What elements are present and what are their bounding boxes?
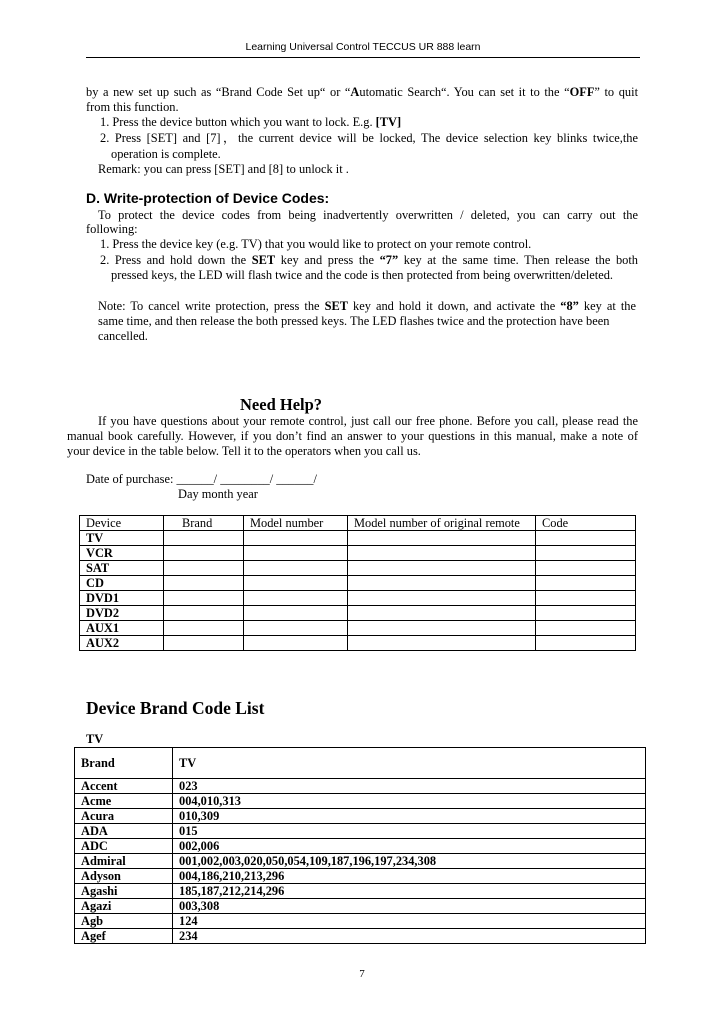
table-row [75, 899, 646, 914]
model-cell[interactable] [244, 591, 348, 606]
table-row [75, 884, 646, 899]
brand-name: Agashi [75, 884, 173, 899]
table-row [75, 809, 646, 824]
need-help-para: If you have questions about your remote control, just call our free phone. Before you call, please read the [98, 414, 638, 428]
model-cell[interactable] [244, 546, 348, 561]
table-row [75, 824, 646, 839]
brand-list-subtitle: TV [86, 732, 104, 746]
table-row [75, 779, 646, 794]
model-cell[interactable] [244, 531, 348, 546]
need-help-para-line-2: manual book carefully. However, if you don’t find an answer to your questions in this manual, make a note of [67, 429, 638, 443]
brand-cell[interactable] [164, 621, 244, 636]
device-cell: DVD1 [80, 591, 164, 606]
brand-codes: 023 [173, 779, 646, 794]
column-header: Model number [244, 516, 348, 531]
table-row [80, 546, 636, 561]
section-d-heading: D. Write-protection of Device Codes: [86, 190, 330, 206]
brand-name: Agb [75, 914, 173, 929]
table-row [75, 869, 646, 884]
table-row [75, 794, 646, 809]
device-cell: AUX2 [80, 636, 164, 651]
brand-codes: 002,006 [173, 839, 646, 854]
protect-note-line-3: cancelled. [98, 329, 148, 343]
page-number: 7 [359, 968, 365, 980]
protect-step-1: 1. Press the device key (e.g. TV) that you would like to protect on your remote control. [100, 237, 532, 251]
table-row [80, 606, 636, 621]
lock-step-1: 1. Press the device button which you want to lock. E.g. [TV] [100, 115, 402, 129]
table-row [75, 854, 646, 869]
lock-step-2: 2. Press [SET] and [7]，the current device will be locked, The device selection key blinks twice,the [100, 131, 638, 145]
brand-codes: 015 [173, 824, 646, 839]
brand-codes: 003,308 [173, 899, 646, 914]
brand-name: ADC [75, 839, 173, 854]
original-remote-cell[interactable] [348, 546, 536, 561]
brand-name: ADA [75, 824, 173, 839]
model-cell[interactable] [244, 561, 348, 576]
brand-codes: 004,186,210,213,296 [173, 869, 646, 884]
brand-cell[interactable] [164, 606, 244, 621]
table-row [80, 561, 636, 576]
brand-codes: 004,010,313 [173, 794, 646, 809]
date-of-purchase: Date of purchase: ______/ ________/ ______/ [86, 472, 317, 486]
code-cell[interactable] [536, 621, 636, 636]
code-cell[interactable] [536, 606, 636, 621]
table-row [75, 929, 646, 944]
code-cell[interactable] [536, 591, 636, 606]
lock-remark: Remark: you can press [SET] and [8] to unlock it . [98, 162, 349, 176]
device-cell: SAT [80, 561, 164, 576]
brand-cell[interactable] [164, 531, 244, 546]
protect-step-2-cont: pressed keys, the LED will flash twice and the code is then protected from being overwritten/deleted. [111, 268, 614, 282]
column-header: Brand [75, 748, 173, 779]
original-remote-cell[interactable] [348, 636, 536, 651]
table-row [80, 531, 636, 546]
brand-cell[interactable] [164, 591, 244, 606]
table-header-row [75, 748, 646, 779]
need-help-title: Need Help? [240, 395, 323, 414]
model-cell[interactable] [244, 636, 348, 651]
brand-name: Acura [75, 809, 173, 824]
brand-name: Agef [75, 929, 173, 944]
need-help-para-line-3: your device in the table below. Tell it to the operators when you call us. [67, 444, 421, 458]
table-row [80, 576, 636, 591]
device-cell: CD [80, 576, 164, 591]
protect-step-2: 2. Press and hold down the SET key and press the “7” key at the same time. Then release the both [100, 253, 639, 267]
column-header: Device [80, 516, 164, 531]
brand-name: Agazi [75, 899, 173, 914]
date-hint: Day month year [178, 487, 258, 501]
code-cell[interactable] [536, 576, 636, 591]
brand-codes: 185,187,212,214,296 [173, 884, 646, 899]
original-remote-cell[interactable] [348, 561, 536, 576]
device-cell: DVD2 [80, 606, 164, 621]
table-row [80, 591, 636, 606]
table-header-row [80, 516, 636, 531]
original-remote-cell[interactable] [348, 576, 536, 591]
model-cell[interactable] [244, 606, 348, 621]
brand-name: Admiral [75, 854, 173, 869]
column-header: Model number of original remote [348, 516, 536, 531]
brand-cell[interactable] [164, 576, 244, 591]
section-d-para: To protect the device codes from being inadvertently overwritten / deleted, you can carry out the [98, 208, 638, 222]
original-remote-cell[interactable] [348, 531, 536, 546]
original-remote-cell[interactable] [348, 606, 536, 621]
header-rule [86, 57, 640, 58]
column-header: TV [173, 748, 646, 779]
column-header: Brand [164, 516, 244, 531]
device-cell: AUX1 [80, 621, 164, 636]
original-remote-cell[interactable] [348, 591, 536, 606]
table-row [75, 839, 646, 854]
brand-codes: 010,309 [173, 809, 646, 824]
intro-line-1: by a new set up such as “Brand Code Set up“ or “Automatic Search“. You can set it to the “OFF” to quit [86, 85, 639, 99]
protect-note-line-2: same time, and then release the both pressed keys. The LED flashes twice and the protection have been [98, 314, 610, 328]
code-cell[interactable] [536, 546, 636, 561]
brand-code-table [74, 747, 646, 944]
brand-cell[interactable] [164, 546, 244, 561]
table-row [80, 636, 636, 651]
page-header: Learning Universal Control TECCUS UR 888 learn [245, 41, 481, 53]
intro-line-2: from this function. [86, 100, 179, 114]
original-remote-cell[interactable] [348, 621, 536, 636]
brand-name: Accent [75, 779, 173, 794]
table-row [75, 914, 646, 929]
brand-cell[interactable] [164, 561, 244, 576]
device-cell: VCR [80, 546, 164, 561]
lock-step-2-cont: operation is complete. [111, 147, 221, 161]
section-d-para-cont: following: [86, 222, 138, 236]
brand-name: Acme [75, 794, 173, 809]
protect-note: Note: To cancel write protection, press the SET key and hold it down, and activate the “8” key at the [98, 299, 636, 313]
brand-codes: 001,002,003,020,050,054,109,187,196,197,234,308 [173, 854, 646, 869]
code-cell[interactable] [536, 531, 636, 546]
model-cell[interactable] [244, 621, 348, 636]
column-header: Code [536, 516, 636, 531]
brand-codes: 234 [173, 929, 646, 944]
brand-list-title: Device Brand Code List [86, 698, 265, 718]
brand-cell[interactable] [164, 636, 244, 651]
code-cell[interactable] [536, 636, 636, 651]
code-cell[interactable] [536, 561, 636, 576]
brand-codes: 124 [173, 914, 646, 929]
table-row [80, 621, 636, 636]
device-note-table [79, 515, 636, 651]
model-cell[interactable] [244, 576, 348, 591]
device-cell: TV [80, 531, 164, 546]
brand-name: Adyson [75, 869, 173, 884]
